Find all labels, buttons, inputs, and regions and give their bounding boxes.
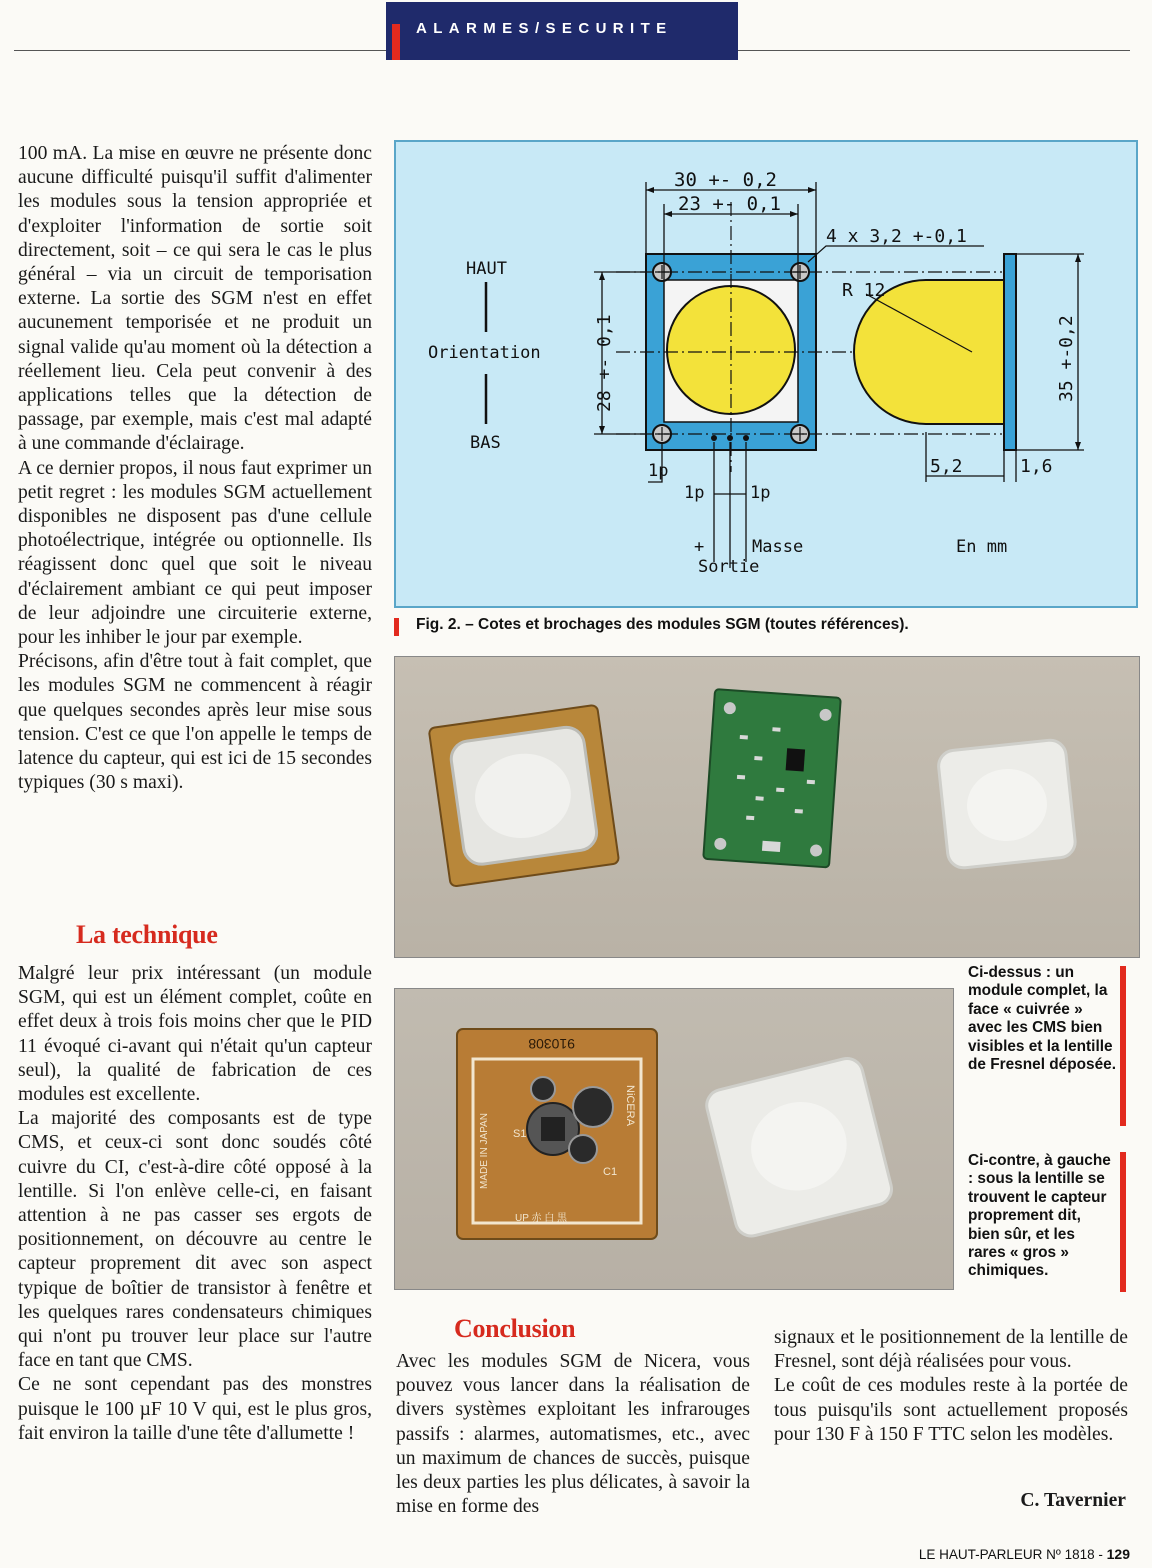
photo-module-parts xyxy=(394,656,1140,958)
left-paragraph-1: 100 mA. La mise en œuvre ne présente donc aucune difficulté puisqu'il suffit d'alimenter les modules sous la tension appropriée et d'exploiter l'information de sortie soit directement, soit – ce qui sera le cas le plus général – via un circuit de temporisation externe. La sortie des SGM n'est en effet aucunement temporisée et ne produit un signal valide qu'au moment où la détection a réellement lieu. Cela peut convenir à des applications telles que la détection de passage, par exemple, mais c'est mal adapté à une commande d'éclairage. xyxy=(18,143,372,455)
label-masse: Masse xyxy=(752,537,804,557)
pin-gnd xyxy=(743,435,749,441)
photo-brand: NiCERA xyxy=(624,1085,636,1126)
figure-2-diagram xyxy=(394,140,1138,608)
label-unit: En mm xyxy=(956,537,1008,557)
conclusion-column-2 xyxy=(774,1326,1128,1447)
technique-paragraph-1: Malgré leur prix intéressant (un module SGM, qui est un élément complet, coûte en effet deux à trois fois moins cher que le PID 11 évoqué ci-avant qui n'était qu'un capteur seul), la qualité de fabrication de ces modules est excellente. xyxy=(18,963,372,1106)
photo-caption-bottom: Ci-contre, à gauche : sous la lentille se trouvent le capteur proprement dit, bien sûr, et les rares « gros » chimiques. xyxy=(968,1152,1111,1280)
dim-5-2: 5,2 xyxy=(930,456,963,477)
figure-caption-bar xyxy=(394,618,399,636)
photo-up: UP 赤 白 黒 xyxy=(515,1213,568,1224)
dim-35: 35 +-0,2 xyxy=(1056,315,1077,402)
section-tab xyxy=(386,2,738,60)
label-haut: HAUT xyxy=(466,259,507,279)
side-pcb xyxy=(1004,254,1016,450)
figure-caption: Fig. 2. – Cotes et brochages des modules SGM (toutes références). xyxy=(416,616,909,633)
photo-board-code: 910308 xyxy=(528,1036,575,1052)
pin-plus xyxy=(711,435,717,441)
technique-paragraph-2: La majorité des composants est de type CMS, et ceux-ci sont donc soudés côté cuivre du CI, c'est-à-dire côté opposé à la lentille. Si l'on enlève celle-ci, en faisant attention à ne pas casser ses ergots de positionnement, on découvre au centre le capteur proprement dit avec son aspect typique de boîtier de transistor à fenêtre et les quelques rares condensateurs chimiques qui n'ont pu trouver leur place sur l'autre face en tant que CMS. xyxy=(18,1108,372,1372)
photo-caption-bottom-bar xyxy=(1120,1152,1126,1292)
dim-r12: R 12 xyxy=(842,280,886,301)
conclusion-paragraph-2: signaux et le positionnement de la lentille de Fresnel, sont déjà réalisées pour vous. xyxy=(774,1327,1128,1373)
photo-s1: S1 xyxy=(513,1128,527,1140)
label-sortie: Sortie xyxy=(698,557,760,577)
dim-1-6: 1,6 xyxy=(1020,456,1053,477)
dimension-drawing xyxy=(396,142,1140,610)
section-red-mark xyxy=(392,24,400,60)
conclusion-paragraph-3: Le coût de ces modules reste à la portée de tous puisqu'ils sont actuellement proposés pour 130 F à 150 F TTC selon les modèles. xyxy=(774,1375,1128,1445)
photo-capacitor-3 xyxy=(531,1077,555,1101)
conclusion-column-1 xyxy=(396,1350,750,1519)
conclusion-paragraph-1: Avec les modules SGM de Nicera, vous pouvez vous lancer dans la réalisation de divers systèmes exploitant les infrarouges passifs : alarmes, automatismes, etc., avec un maximum de chances de succès, puisque les deux parties les plus délicates, à savoir la mise en forme des xyxy=(396,1351,750,1518)
label-bas: BAS xyxy=(470,433,501,453)
footer-magazine: LE HAUT-PARLEUR Nº 1818 - xyxy=(918,1547,1103,1562)
left-paragraph-3: Précisons, afin d'être tout à fait complet, que les modules SGM ne commencent à réagir que quelques secondes après leur mise sous tension. C'est ce que l'on appelle le temps de latence du capteur, qui est ici de 15 secondes typiques (30 s maxi). xyxy=(18,651,372,794)
photo-c1: C1 xyxy=(603,1166,618,1178)
label-orientation: Orientation xyxy=(428,343,541,363)
photo-caption-top-bar xyxy=(1120,966,1126,1126)
photo-sensor-board xyxy=(394,988,954,1290)
label-plus: + xyxy=(694,537,705,557)
conclusion-heading: Conclusion xyxy=(454,1314,576,1343)
photo-caption-top: Ci-dessus : un module complet, la face « cuivrée » avec les CMS bien visibles et la lentille de Fresnel déposée. xyxy=(968,964,1116,1074)
dim-28: 28 +- 0,1 xyxy=(594,314,615,412)
technique-column xyxy=(18,962,372,1446)
photo-made-in: MADE IN JAPAN xyxy=(479,1113,490,1189)
label-1p-right: 1p xyxy=(750,483,771,503)
photo-capacitor-1 xyxy=(573,1087,613,1127)
footer-page-number: 129 xyxy=(1106,1546,1130,1562)
pin-out xyxy=(727,435,733,441)
technique-heading: La technique xyxy=(76,920,218,949)
dim-holes: 4 x 3,2 +-0,1 xyxy=(826,226,967,247)
dim-30: 30 +- 0,2 xyxy=(674,169,777,191)
author-signature: C. Tavernier xyxy=(1020,1490,1126,1511)
left-column xyxy=(18,142,372,795)
left-paragraph-2: A ce dernier propos, il nous faut exprimer un petit regret : les modules SGM actuellement disponibles ne disposent pas d'une cellule photoélectrique, intégrée ou optionnelle. Ils réagissent donc quel que soit le niveau d'éclairement ambiant ce qui peut imposer de leur adjoindre une circuiterie externe, pour les inhiber le jour par exemple. xyxy=(18,457,372,649)
section-title: ALARMES/SECURITE xyxy=(416,19,673,37)
label-1p-left: 1p xyxy=(648,461,669,481)
label-1p-mid: 1p xyxy=(684,483,705,503)
technique-paragraph-3: Ce ne sont cependant pas des monstres puisque le 100 µF 10 V qui, est le plus gros, fait environ la taille d'une tête d'allumette ! xyxy=(18,1374,372,1444)
dim-23: 23 +- 0,1 xyxy=(678,193,781,215)
page-footer xyxy=(919,1546,1130,1562)
photo-capacitor-2 xyxy=(569,1135,597,1163)
